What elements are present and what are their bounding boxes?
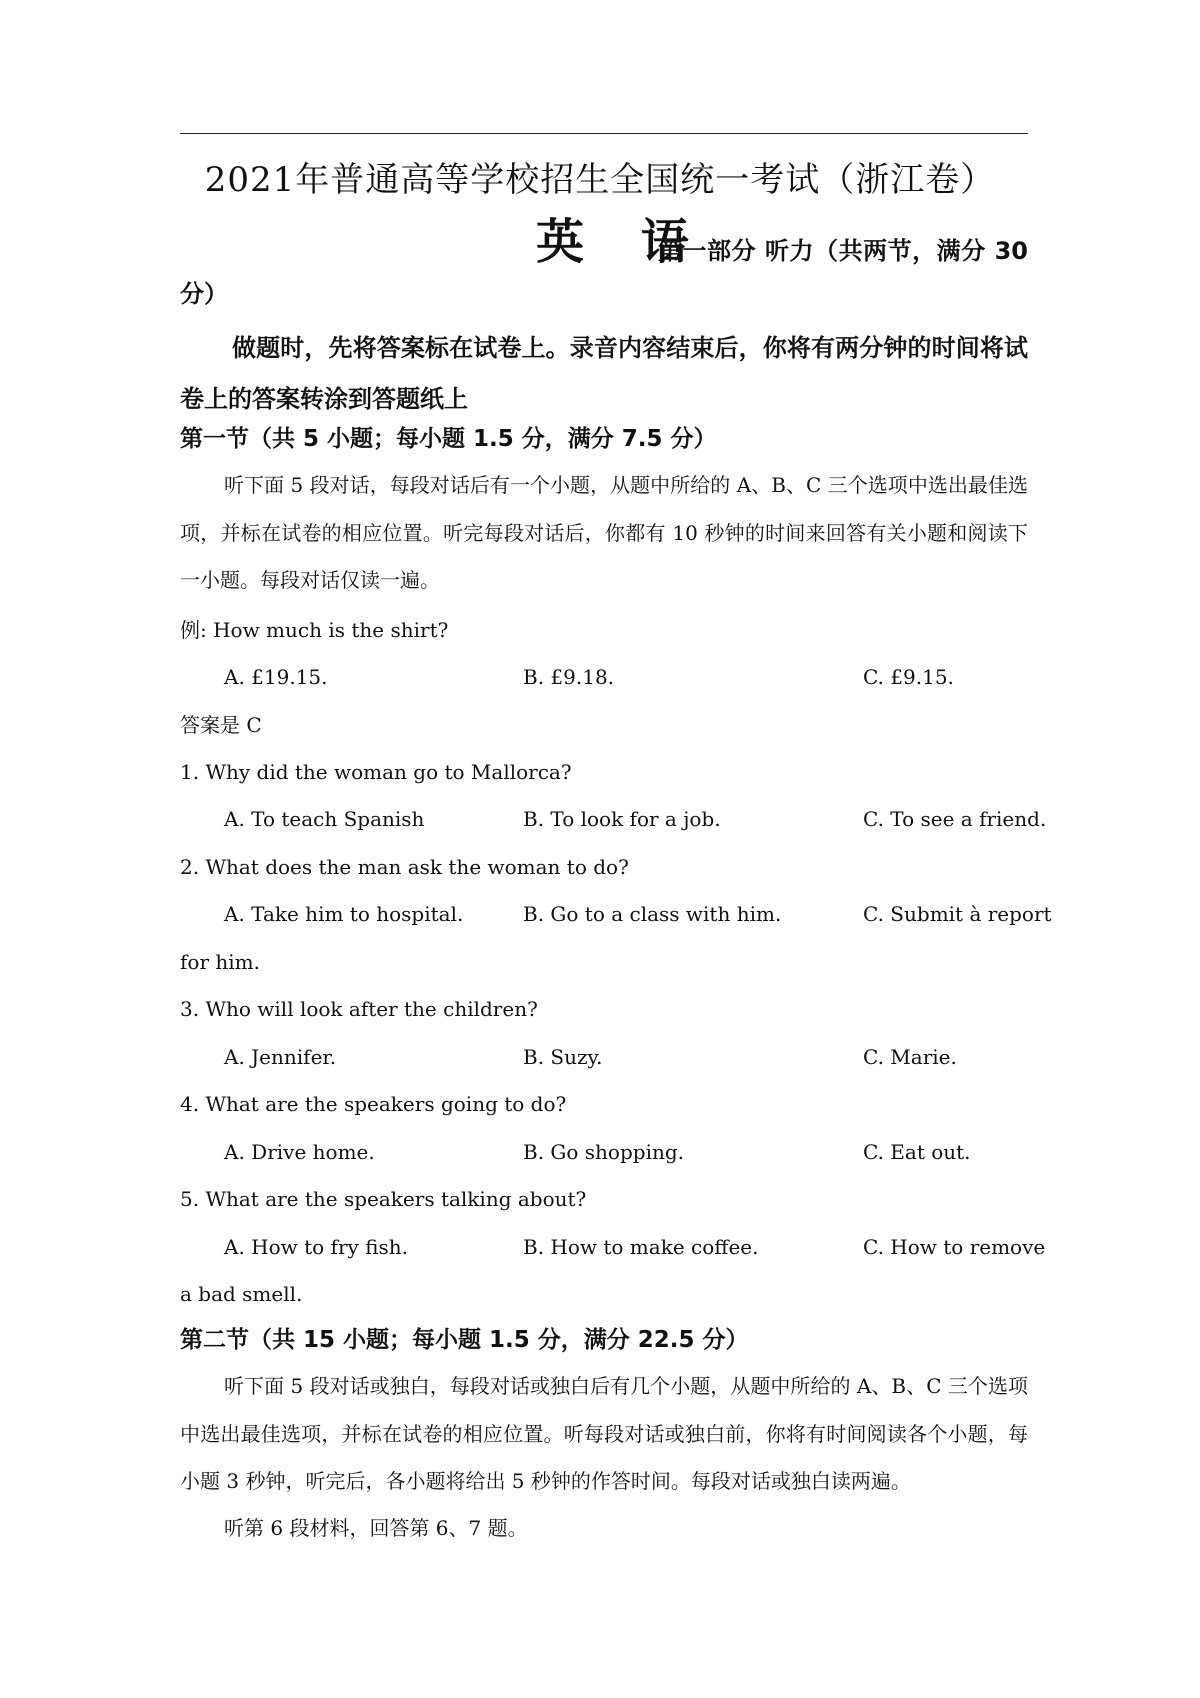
section1-heading: 第一节（共 5 小题；每小题 1.5 分，满分 7.5 分）: [180, 426, 717, 452]
example-question: 例: How much is the shirt?: [180, 618, 449, 642]
header-rule: [180, 133, 1028, 134]
subject-line: [180, 213, 1028, 283]
example-option-a: A. £19.15.: [224, 665, 328, 689]
q5-option-c: C. How to remove: [863, 1235, 1046, 1259]
example-answer: 答案是 C: [180, 713, 262, 737]
q1-option-b: B. To look for a job.: [523, 807, 721, 831]
q2-option-a: A. Take him to hospital.: [224, 902, 464, 926]
subject-heading: 英 语: [536, 214, 709, 270]
question-4: 4. What are the speakers going to do?: [180, 1092, 567, 1116]
question-5: 5. What are the speakers talking about?: [180, 1187, 587, 1211]
question-2: 2. What does the man ask the woman to do?: [180, 855, 629, 879]
section2-next-material: 听第 6 段材料，回答第 6、7 题。: [224, 1516, 528, 1540]
q2-option-b: B. Go to a class with him.: [523, 902, 782, 926]
exam-title: 2021年普通高等学校招生全国统一考试（浙江卷）: [204, 160, 996, 200]
q3-option-b: B. Suzy.: [523, 1045, 603, 1069]
question-1: 1. Why did the woman go to Mallorca?: [180, 760, 572, 784]
part1-heading: 第一部分 听力（共两节，满分 30: [658, 237, 1028, 265]
q3-option-a: A. Jennifer.: [224, 1045, 337, 1069]
q4-option-b: B. Go shopping.: [523, 1140, 685, 1164]
q1-option-a: A. To teach Spanish: [224, 807, 425, 831]
section2-directions: 听下面 5 段对话或独白，每段对话或独白后有几个小题，从题中所给的 A、B、C 三个选项中选出最佳选项，并标在试卷的相应位置。听每段对话或独白前，你将有时间阅读各个小题，每小题 3 秒钟，听完后，各小题将给出 5 秒钟的作答时间。每段对话或独白读两遍。: [180, 1374, 1028, 1493]
example-option-c: C. £9.15.: [863, 665, 954, 689]
q5-option-a: A. How to fry fish.: [224, 1235, 409, 1259]
q1-option-c: C. To see a friend.: [863, 807, 1047, 831]
section1-directions: 听下面 5 段对话，每段对话后有一个小题，从题中所给的 A、B、C 三个选项中选出最佳选项，并标在试卷的相应位置。听完每段对话后，你都有 10 秒钟的时间来回答有关小题和阅读下一小题。每段对话仅读一遍。: [180, 473, 1028, 592]
q2-option-c-continued: for him.: [180, 950, 260, 974]
q5-option-b: B. How to make coffee.: [523, 1235, 759, 1259]
part1-heading-continued: 分）: [180, 280, 228, 308]
example-option-b: B. £9.18.: [523, 665, 615, 689]
question-3: 3. Who will look after the children?: [180, 997, 538, 1021]
q2-option-c: C. Submit à report: [863, 902, 1052, 926]
section2-heading: 第二节（共 15 小题；每小题 1.5 分，满分 22.5 分）: [180, 1327, 749, 1353]
listening-instructions: 做题时，先将答案标在试卷上。录音内容结束后，你将有两分钟的时间将试卷上的答案转涂到答题纸上: [180, 334, 1028, 413]
q4-option-a: A. Drive home.: [224, 1140, 375, 1164]
q5-option-c-continued: a bad smell.: [180, 1282, 303, 1306]
q4-option-c: C. Eat out.: [863, 1140, 971, 1164]
q3-option-c: C. Marie.: [863, 1045, 957, 1069]
